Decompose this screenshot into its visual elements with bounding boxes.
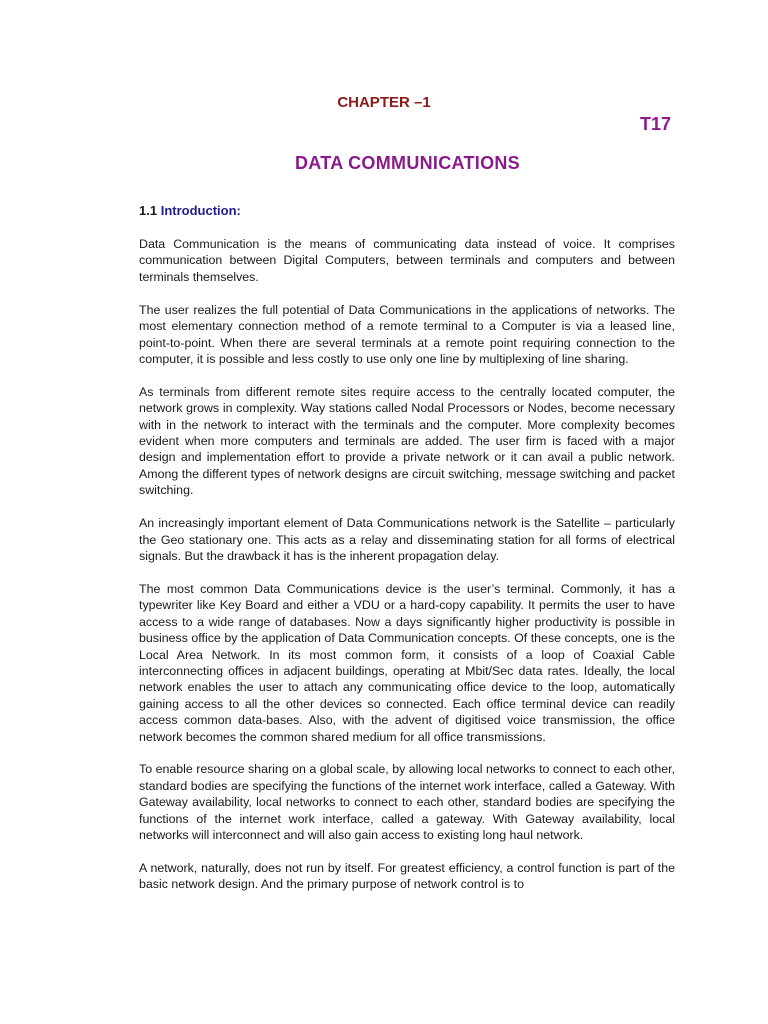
paragraph: Data Communication is the means of communicating data instead of voice. It comprises communication between Digital Computers, between terminals and computers and between terminals themselves. [139,237,675,284]
body-text [139,236,675,909]
document-code: T17 [640,114,672,134]
section-number: 1.1 [139,203,158,218]
paragraph: The user realizes the full potential of Data Communications in the applications of networks. The most elementary connection method of a remote terminal to a Computer is via a leased line, point-to-point. When there are several terminals at a remote point requiring connection to the computer, it is possible and less costly to use only one line by multiplexing of line sharing. [139,302,675,366]
paragraph: The most common Data Communications device is the user’s terminal. Commonly, it has a typewriter like Key Board and either a VDU or a hard-copy capability. It permits the user to have access to a wide range of databases. Now a days significantly higher productivity is possible in business office by the application of Data Communication concepts. Of these concepts, one is the Local Area Network. In its most common form, it consists of a loop of Coaxial Cable interconnecting offices in adjacent buildings, operating at Mbit/Sec data rates. Ideally, the local network enables the user to attach any communicating office device to the loop, automatically gaining access to all the other devices so connected. Each office terminal device can readily access common data-bases. Also, with the advent of digitised voice transmission, the office network becomes the common shared medium for all office transmissions. [139,581,675,744]
paragraph: A network, naturally, does not run by itself. For greatest efficiency, a control function is part of the basic network design. And the primary purpose of network control is to [139,861,675,892]
paragraph: To enable resource sharing on a global scale, by allowing local networks to connect to each other, standard bodies are specifying the functions of the internet work interface, called a Gateway. With Gateway availability, local networks to connect to each other, standard bodies are specifying the functions of the internet work interface, called a gateway. With Gateway availability, local networks will interconnect and will also gain access to existing long haul network. [139,762,675,843]
chapter-heading: CHAPTER –1 [337,94,431,111]
section-heading [139,203,241,218]
paragraph: As terminals from different remote sites require access to the centrally located computer, the network grows in complexity. Way stations called Nodal Processors or Nodes, become necessary with in the network to interact with the terminals and the computer. More complexity becomes evident when more computers and terminals are added. The user firm is faced with a major design and implementation effort to provide a private network or it can avail a public network. Among the different types of network designs are circuit switching, message switching and packet switching. [139,384,675,498]
section-title: Introduction: [160,203,241,218]
paragraph: An increasingly important element of Data Communications network is the Satellite – particularly the Geo stationary one. This acts as a relay and disseminating station for all forms of electrical signals. But the drawback it has is the inherent propagation delay. [139,516,675,563]
page-title: DATA COMMUNICATIONS [294,153,520,173]
